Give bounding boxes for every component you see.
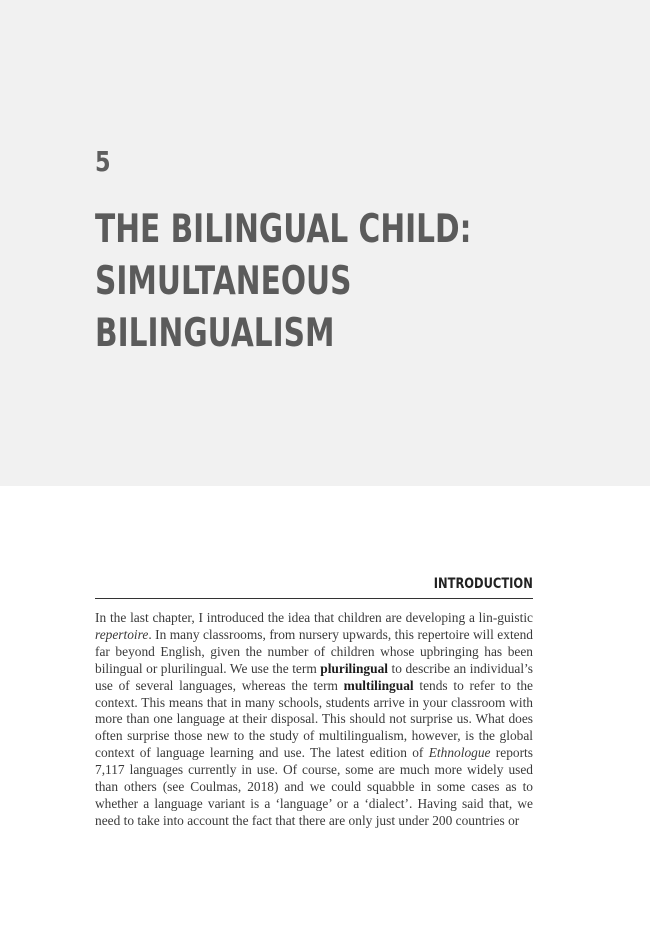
chapter-title-line-1: THE BILINGUAL CHILD:: [95, 207, 472, 252]
body-text-segment: tends to refer to the context. This means that in many schools, students arrive in your classroom with more than one language at their disposal. This should not surprise us. What does often surprise those new to the study of multilingualism, however, is the global context of language learning and use. The latest edition of: [95, 677, 533, 761]
section-heading: [95, 574, 533, 599]
body-text-segment: In the last chapter, I introduced the idea that children are developing a lin-guistic: [95, 610, 533, 625]
chapter-title: [95, 204, 521, 360]
term-plurilingual: plurilingual: [320, 660, 388, 676]
ethnologue-title: Ethnologue: [428, 745, 491, 761]
term-multilingual: multilingual: [343, 677, 414, 693]
term-repertoire: repertoire: [95, 626, 149, 642]
body-text-segment: reports 7,117 languages currently in use. Of course, some are much more widely used than others (see Coulmas, 2018) and we could squabble in some cases as to whether a language variant is a ‘language’ or a ‘dialect’. Having said that, we need to take into account the fact that there are only just under 200 countries or: [95, 745, 533, 828]
body-paragraph: [95, 610, 533, 830]
section-heading-label: INTRODUCTION: [433, 576, 533, 592]
body-text-segment: to describe an individual’s use of several languages, whereas the term: [95, 660, 533, 693]
chapter-title-line-2: SIMULTANEOUS BILINGUALISM: [95, 259, 352, 356]
body-text-segment: . In many classrooms, from nursery upwards, this repertoire will extend far beyond English, given the number of children whose upbringing has been bilingual or plurilingual. We use the term: [95, 626, 533, 676]
chapter-number: 5: [95, 145, 111, 178]
